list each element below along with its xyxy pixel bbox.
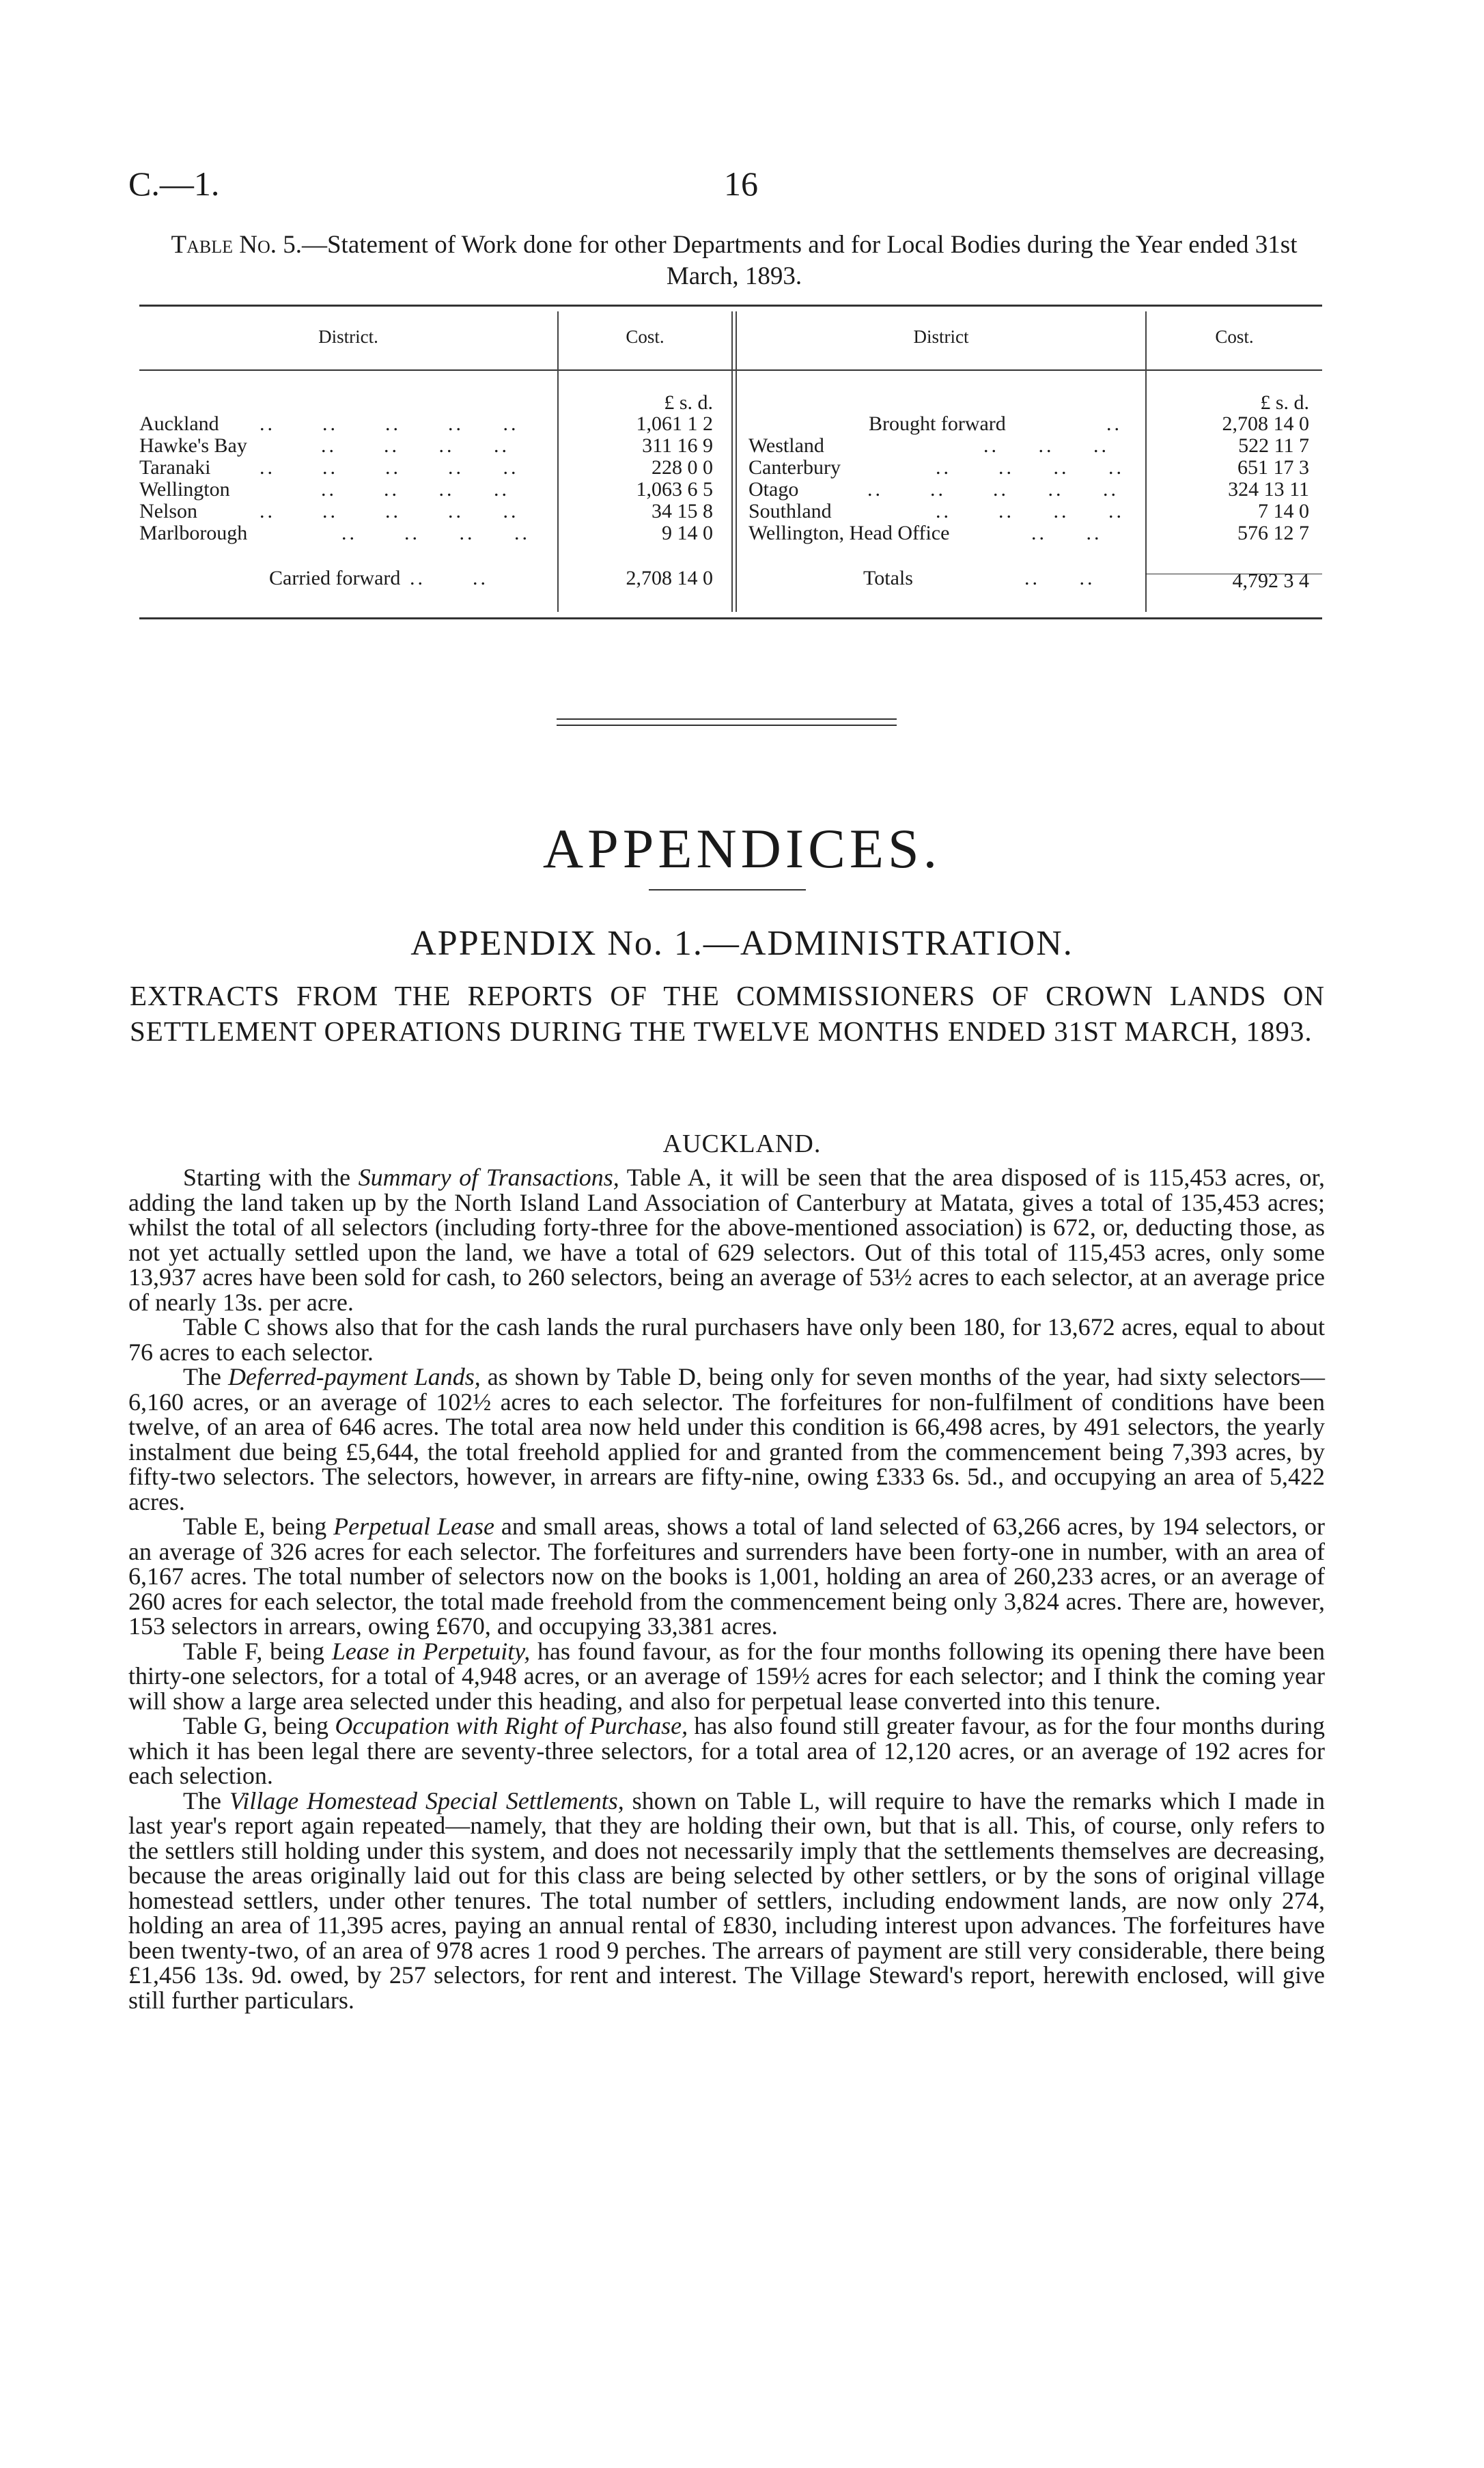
paragraph (128, 1315, 1325, 1364)
decorative-rule-bottom (557, 725, 897, 726)
leader-dots: .. .. (1024, 567, 1095, 589)
leader-dots: .. .. (410, 567, 488, 589)
paragraph-text: as shown by Table D, being only for seven months of the year, had sixty selectors—6,160 acres, or an average of 102½ acres to each selector. The forfeitures for non-fulfilment of conditions have been twelve, of an area of 646 acres. The total area now held under this condition is 66,498 acres, by 491 selectors, the yearly instalment due being £5,644, the total freehold applied for and granted from the commencement being 7,393 acres, by fifty-two selectors. The selectors, however, in arrears are fifty-nine, owing £333 6s. 5d., and occupying an area of 5,422 acres. (128, 1363, 1325, 1515)
header-cost-right: Cost. (1215, 326, 1254, 347)
leader-dots: .. .. (1031, 522, 1102, 544)
table-bottom-rule (139, 617, 1322, 619)
totals-label: Totals (863, 567, 913, 589)
table-row-cost: 311 16 9 (642, 434, 713, 457)
table-row-cost: 34 15 8 (652, 500, 713, 522)
table-title (157, 229, 1311, 292)
leader-dots: .. (1106, 412, 1122, 435)
paragraph-text: shown on Table L, will require to have the remarks which I made in last year's report again repeated—namely, that they are holding their own, but that is all. This, of course, only refers to the settlers still holding under this system, and does not necessarily imply that the settlements themselves are decreasing, because the areas originally laid out for this class are being selected by other settlers, or by the sons of original village homestead settlers, under other tenures. The total number of settlers, including endowment lands, are now only 274, holding an area of 11,395 acres, paying an annual rental of £830, including interest upon advances. The forfeitures have been twenty-two, of an area of 978 acres 1 rood 9 perches. The arrears of payment are still very considerable, there being £1,456 13s. 9d. owed, by 257 selectors, for rent and interest. The Village Steward's report, herewith enclosed, will give still further particulars. (128, 1786, 1325, 2014)
appendices-heading: APPENDICES. (542, 817, 942, 880)
header-district-left: District. (318, 326, 378, 347)
paragraph-italic: Village Homestead Special Settlements, (229, 1786, 624, 1814)
table-row-district: Wellington, Head Office (748, 522, 950, 544)
table-row-cost: 2,708 14 0 (1222, 412, 1309, 435)
document-series-code: C.—1. (128, 165, 220, 203)
leader-dots: .. .. .. .. (321, 478, 509, 501)
table-row-district: Hawke's Bay (139, 434, 247, 457)
currency-units-right: £ s. d. (1260, 391, 1309, 414)
header-cost-left: Cost. (626, 326, 664, 347)
table-row-district: Auckland (139, 412, 219, 435)
table-row-cost: 324 13 11 (1228, 478, 1309, 501)
paragraph (128, 1713, 1325, 1789)
paragraph (128, 1786, 1325, 2014)
paragraph-text: Table C shows also that for the cash lands the rural purchasers have only been 180, for 13,672 acres, equal to about 76 acres to each selector. (128, 1313, 1325, 1366)
leader-dots: .. .. .. .. .. (260, 412, 519, 435)
table-row-district: Wellington (139, 478, 230, 501)
leader-dots: .. .. .. .. .. (867, 478, 1119, 501)
table-divider-center-a (731, 311, 733, 612)
table-row-district: Marlborough (139, 522, 248, 544)
table-top-rule (139, 305, 1322, 307)
page-number: 16 (724, 165, 758, 203)
table-row-cost: 228 0 0 (652, 456, 713, 479)
paragraph-italic: Lease in Perpetuity, (331, 1637, 531, 1665)
table-row-district: Taranaki (139, 456, 211, 479)
paragraph-text: The (183, 1363, 229, 1390)
paragraph-text: Table A, it will be seen that the area disposed of is 115,453 acres, or, adding the land taken up by the North Island Land Association of Canterbury at Matata, gives a total of 135,453 acres; whilst the total of all selectors (including forty-three for the above-mentioned association) is 672, or, deducting those, as not yet actually settled upon the land, we have a total of 629 selectors. Out of this total of 115,453 acres, only some 13,937 acres have been sold for cash, to 260 selectors, being an average of 53½ acres to each selector, at an average price of nearly 13s. per acre. (128, 1164, 1325, 1316)
section-title: AUCKLAND. (662, 1130, 822, 1158)
leader-dots: .. .. .. .. (936, 500, 1124, 522)
extracts-heading: EXTRACTS FROM THE REPORTS OF THE COMMISSIONERS OF CROWN LANDS ON SETTLEMENT OPERATIONS DURING THE TWELVE MONTHS ENDED 31ST MARCH, 1893. (130, 980, 1325, 1047)
paragraph (128, 1165, 1325, 1315)
table-row-district: Canterbury (748, 456, 841, 479)
table-row-cost: 522 11 7 (1238, 434, 1309, 457)
leader-dots: .. .. .. .. (341, 522, 530, 544)
body-text (128, 1165, 1325, 2013)
carried-forward-value: 2,708 14 0 (626, 567, 713, 589)
paragraph-text: Table G, being (183, 1712, 335, 1739)
currency-units-left: £ s. d. (664, 391, 713, 414)
table-title-rest: Statement of Work done for other Departments and for Local Bodies during the Year ended 31st March, 1893. (326, 231, 1298, 290)
leader-dots: .. .. .. .. (936, 456, 1124, 479)
paragraph-text: has found favour, as for the four months following its opening there have been thirty-one selectors, for a total of 4,948 acres, or an average of 159½ acres for each selector; and I think the coming year will show a large area selected under this heading, and also for perpetual lease converted into this tenure. (128, 1637, 1326, 1715)
table-row-district: Nelson (139, 500, 197, 522)
appendix-heading: APPENDIX No. 1.—ADMINISTRATION. (410, 924, 1074, 963)
heading-underline (649, 889, 806, 891)
totals-value: 4,792 3 4 (1232, 570, 1309, 592)
table-row-district: Otago (748, 478, 799, 501)
paragraph-text: Starting with the (183, 1164, 359, 1191)
paragraph (128, 1514, 1325, 1639)
paragraph-italic: Occupation with Right of Purchase, (335, 1712, 688, 1739)
paragraph-text: Table E, being (183, 1513, 334, 1540)
table-row-district: Brought forward (869, 412, 1006, 435)
table-divider-center-b (736, 311, 737, 612)
table-row-district: Southland (748, 500, 832, 522)
carried-forward-label: Carried forward (269, 567, 401, 589)
table-row-cost: 9 14 0 (662, 522, 713, 544)
leader-dots: .. .. .. .. (321, 434, 509, 457)
table-row-cost: 7 14 0 (1258, 500, 1309, 522)
decorative-rule-top (557, 718, 897, 720)
leader-dots: .. .. .. .. .. (260, 500, 519, 522)
paragraph-text: and small areas, shows a total of land selected of 63,266 acres, by 194 selectors, or an average of 326 acres for each selector. The forfeitures and surrenders have been forty-one in number, with an area of 6,167 acres. The total number of selectors now on the books is 1,001, holding an area of 260,233 acres, or an average of 260 acres for each selector, the total made freehold from the commencement being only 3,824 acres. There are, however, 153 selectors in arrears, owing £670, and occupying 33,381 acres. (128, 1513, 1326, 1640)
table-row-district: Westland (748, 434, 824, 457)
leader-dots: .. .. .. (983, 434, 1109, 457)
leader-dots: .. .. .. .. .. (260, 456, 519, 479)
paragraph-italic: Summary of Transactions, (358, 1164, 619, 1191)
table-row-cost: 1,061 1 2 (636, 412, 713, 435)
paragraph-text: Table F, being (183, 1637, 332, 1665)
paragraph (128, 1639, 1325, 1714)
table-row-cost: 1,063 6 5 (636, 478, 713, 501)
paragraph-text: The (183, 1786, 229, 1814)
paragraph (128, 1364, 1325, 1514)
paragraph-italic: Deferred-payment Lands, (228, 1363, 481, 1390)
table-title-prefix: Table No. 5.— (171, 231, 327, 259)
header-district-right: District (913, 326, 969, 347)
paragraph-italic: Perpetual Lease (333, 1513, 494, 1540)
table-row-cost: 651 17 3 (1237, 456, 1309, 479)
table-row-cost: 576 12 7 (1237, 522, 1309, 544)
paragraph-text: has also found still greater favour, as for the four months during which it has been legal there are seventy-three selectors, for a total area of 12,120 acres, or an average of 192 acres for each selection. (128, 1712, 1325, 1789)
